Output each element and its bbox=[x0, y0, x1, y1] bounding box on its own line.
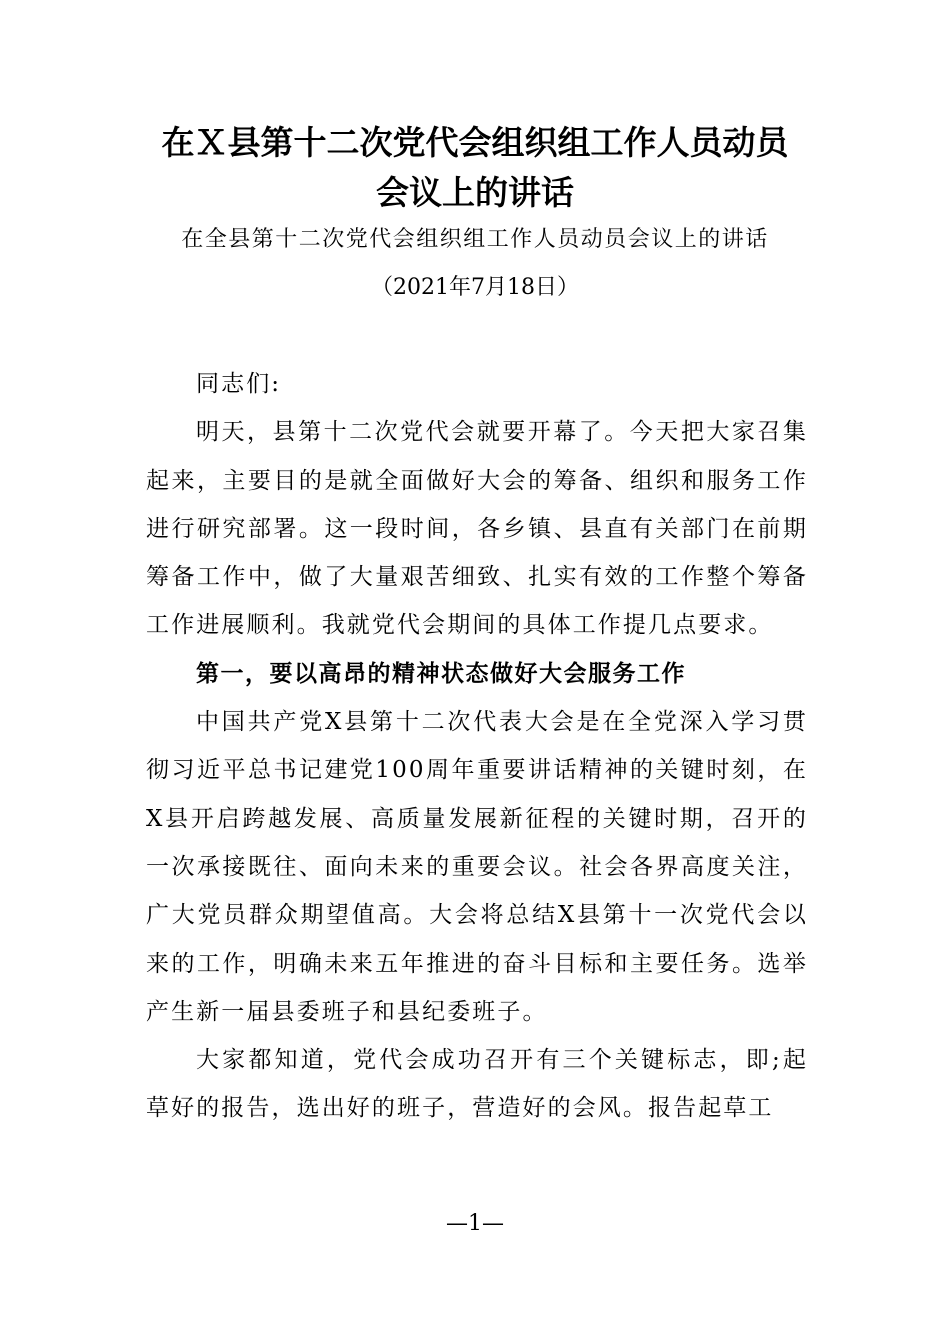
document-title: 在Ｘ县第十二次党代会组织组工作人员动员会议上的讲话 bbox=[161, 123, 789, 212]
page-number: —1— bbox=[446, 1211, 504, 1236]
paragraph: 大家都知道，党代会成功召开有三个关键标志，即;起草好的报告，选出好的班子，营造好的会风。报告起草工 bbox=[146, 1047, 808, 1122]
document-date: （2021年7月18日） bbox=[371, 275, 579, 300]
paragraph: 中国共产党X县第十二次代表大会是在全党深入学习贯彻习近平总书记建党100周年重要讲话精神的关键时刻，在X县开启跨越发展、高质量发展新征程的关键时期，召开的一次承接既往、面向未来的重要会议。社会各界高度关注，广大党员群众期望值高。大会将总结X县第十一次党代会以来的工作，明确未来五年推进的奋斗目标和主要任务。选举产生新一届县委班子和县纪委班子。 bbox=[146, 709, 808, 1025]
section-heading: 第一，要以高昂的精神状态做好大会服务工作 bbox=[196, 660, 686, 687]
document-body bbox=[146, 360, 808, 1133]
document-subtitle: 在全县第十二次党代会组织组工作人员动员会议上的讲话 bbox=[181, 227, 769, 252]
salutation: 同志们: bbox=[196, 371, 282, 397]
paragraph: 明天，县第十二次党代会就要开幕了。今天把大家召集起来，主要目的是就全面做好大会的筹备、组织和服务工作进行研究部署。这一段时间，各乡镇、县直有关部门在前期筹备工作中，做了大量艰苦细致、扎实有效的工作整个筹备工作进展顺利。我就党代会期间的具体工作提几点要求。 bbox=[146, 419, 808, 639]
